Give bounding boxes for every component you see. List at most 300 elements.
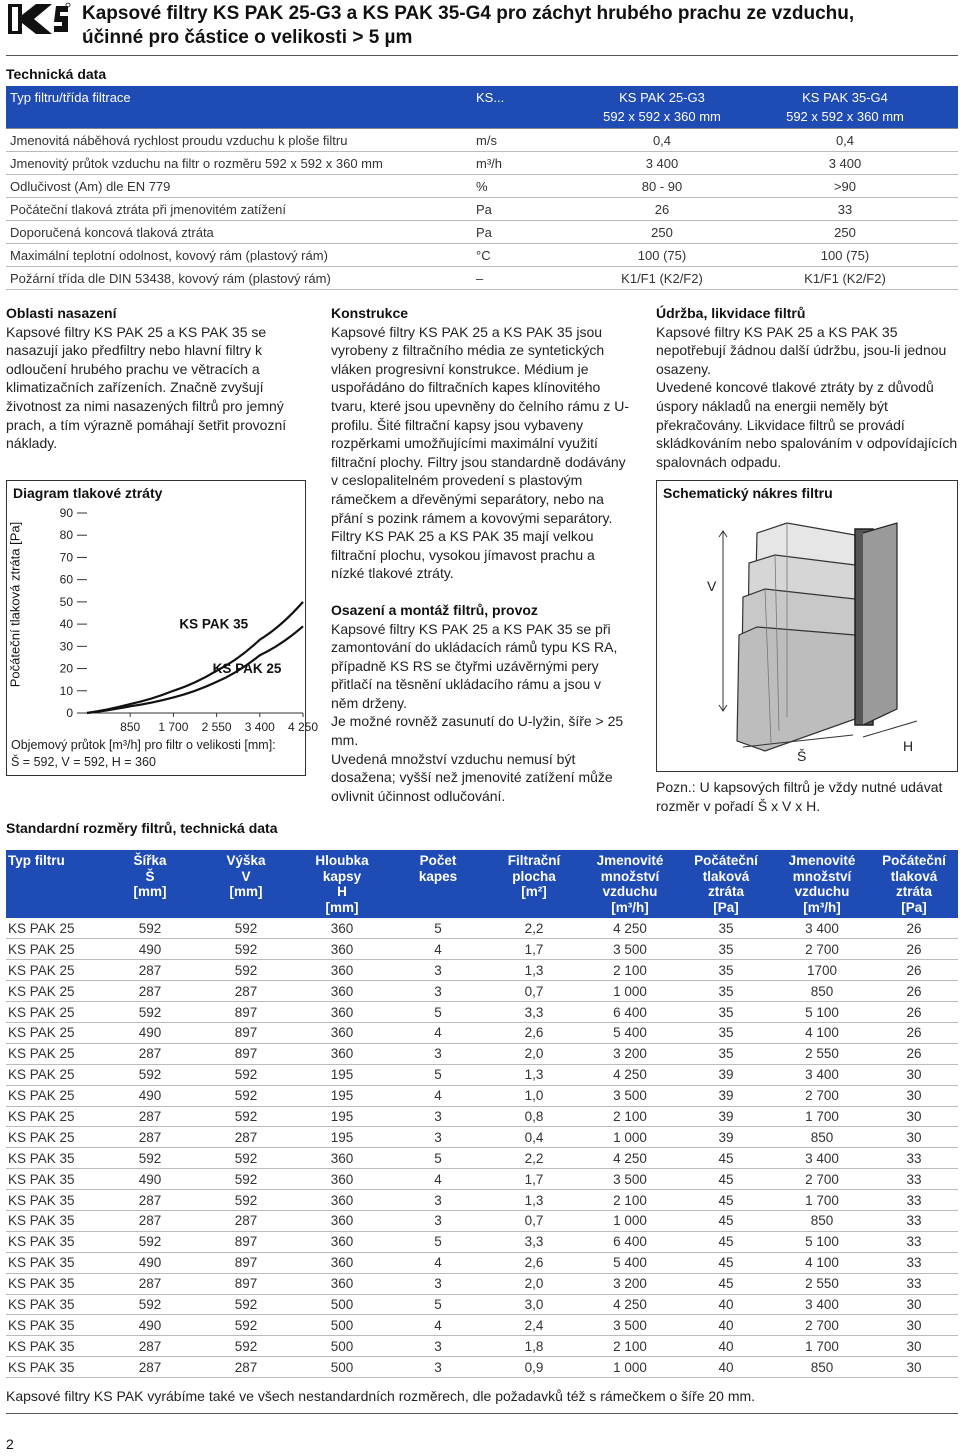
- osazeni-text-1: Kapsové filtry KS PAK 25 a KS PAK 35 se při zamontování do ukládacích rámů typu KS RA, případně KS RS se čtyřmi uzávěrnými pery přitlačí na těsnění ukládacího rámu a jsou v něm drženy.: [331, 620, 618, 711]
- table-cell: 592: [198, 1336, 294, 1357]
- table-cell: 4: [390, 1169, 486, 1190]
- table-cell: 30: [870, 1085, 958, 1106]
- table-cell: 592: [102, 1002, 198, 1023]
- std-table-label: Standardní rozměry filtrů, technická data: [6, 820, 278, 836]
- table-cell: 287: [102, 1127, 198, 1148]
- table-cell: 35: [678, 981, 774, 1002]
- table-cell: 30: [870, 1127, 958, 1148]
- std-header-cell: Šířka Š [mm]: [102, 850, 198, 918]
- tech-cell-param: Maximální teplotní odolnost, kovový rám (plastový rám): [6, 244, 472, 267]
- table-cell: 35: [678, 960, 774, 981]
- table-cell: 287: [102, 1336, 198, 1357]
- tech-data-label: Technická data: [6, 66, 107, 82]
- x-tick-label: 850: [120, 720, 141, 734]
- table-cell: 850: [774, 1127, 870, 1148]
- tech-cell-param: Jmenovitý průtok vzduchu na filtr o rozměru 592 x 592 x 360 mm: [6, 152, 472, 175]
- table-row: [6, 1231, 958, 1252]
- std-header-cell: Hloubka kapsy H [mm]: [294, 850, 390, 918]
- x-tick-label: 3 400: [244, 720, 275, 734]
- table-cell: 360: [294, 1190, 390, 1211]
- tech-cell-v2: 33: [732, 198, 958, 221]
- table-cell: 0,7: [486, 981, 582, 1002]
- table-cell: 360: [294, 939, 390, 960]
- page-header: [0, 0, 960, 56]
- tech-header-row: [6, 86, 958, 129]
- tech-cell-v1: 26: [592, 198, 732, 221]
- table-cell: 500: [294, 1315, 390, 1336]
- table-cell: 6 400: [582, 1002, 678, 1023]
- table-cell: 360: [294, 1231, 390, 1252]
- table-cell: 30: [870, 1336, 958, 1357]
- table-cell: 40: [678, 1294, 774, 1315]
- table-cell: 897: [198, 1273, 294, 1294]
- table-cell: 3: [390, 1273, 486, 1294]
- table-cell: 3 400: [774, 1148, 870, 1169]
- table-cell: 4 250: [582, 1064, 678, 1085]
- table-cell: 500: [294, 1294, 390, 1315]
- tech-cell-unit: %: [472, 175, 592, 198]
- table-cell: 592: [198, 1085, 294, 1106]
- table-cell: 287: [102, 1106, 198, 1127]
- tech-data-table: [6, 86, 958, 290]
- table-cell: 45: [678, 1169, 774, 1190]
- table-row: [6, 939, 958, 960]
- table-cell: 287: [102, 1210, 198, 1231]
- table-cell: 35: [678, 1002, 774, 1023]
- x-tick-label: 1 700: [158, 720, 189, 734]
- table-cell: 592: [198, 1190, 294, 1211]
- table-cell: 850: [774, 1210, 870, 1231]
- table-row: [6, 1190, 958, 1211]
- table-cell: 195: [294, 1106, 390, 1127]
- table-row: [6, 1085, 958, 1106]
- y-tick-label: 40: [59, 617, 73, 632]
- table-cell: 1,7: [486, 1169, 582, 1190]
- konstrukce-section: [331, 304, 631, 805]
- table-row: [6, 1210, 958, 1231]
- table-cell: 360: [294, 1148, 390, 1169]
- table-row: [6, 1002, 958, 1023]
- page-title: [82, 2, 854, 50]
- table-cell: 33: [870, 1252, 958, 1273]
- dimension-v-label: V: [707, 578, 717, 594]
- table-cell: 2,4: [486, 1315, 582, 1336]
- table-cell: 3: [390, 1336, 486, 1357]
- table-cell: 2 550: [774, 1273, 870, 1294]
- table-row: [6, 1169, 958, 1190]
- std-header-cell: Výška V [mm]: [198, 850, 294, 918]
- table-cell: 3 400: [774, 918, 870, 939]
- schematic-title: Schematický nákres filtru: [663, 485, 833, 501]
- table-cell: KS PAK 25: [6, 1106, 102, 1127]
- table-cell: KS PAK 35: [6, 1357, 102, 1378]
- table-cell: 39: [678, 1064, 774, 1085]
- y-tick-label: 50: [59, 594, 73, 609]
- table-cell: 490: [102, 1085, 198, 1106]
- y-tick-label: 60: [59, 572, 73, 587]
- chart-x-axis-dimensions: Š = 592, V = 592, H = 360: [11, 755, 156, 769]
- table-cell: 26: [870, 939, 958, 960]
- std-header-cell: Jmenovité množství vzduchu [m³/h]: [774, 850, 870, 918]
- table-cell: 3 200: [582, 1273, 678, 1294]
- tech-header-col1: KS PAK 25-G3 592 x 592 x 360 mm: [592, 86, 732, 129]
- table-cell: 287: [102, 1190, 198, 1211]
- table-cell: 45: [678, 1252, 774, 1273]
- udrzba-heading: Údržba, likvidace filtrů: [656, 305, 806, 321]
- oblasti-section: [6, 304, 306, 453]
- table-cell: 4: [390, 1085, 486, 1106]
- table-row: [6, 1127, 958, 1148]
- table-cell: 6 400: [582, 1231, 678, 1252]
- table-cell: KS PAK 25: [6, 1002, 102, 1023]
- table-cell: KS PAK 25: [6, 1043, 102, 1064]
- table-cell: 45: [678, 1148, 774, 1169]
- table-cell: 3: [390, 981, 486, 1002]
- tech-row: [6, 198, 958, 221]
- table-cell: 2,6: [486, 1252, 582, 1273]
- tech-row: [6, 152, 958, 175]
- table-cell: 5 100: [774, 1002, 870, 1023]
- osazeni-heading: Osazení a montáž filtrů, provoz: [331, 601, 538, 618]
- table-cell: KS PAK 25: [6, 981, 102, 1002]
- table-cell: 1,7: [486, 939, 582, 960]
- table-cell: 5: [390, 1294, 486, 1315]
- y-tick-label: 90: [59, 506, 73, 520]
- table-cell: 1 000: [582, 1127, 678, 1148]
- table-cell: 4: [390, 939, 486, 960]
- table-cell: 2 700: [774, 939, 870, 960]
- table-cell: KS PAK 35: [6, 1252, 102, 1273]
- tech-row: [6, 221, 958, 244]
- tech-header-col2: KS PAK 35-G4 592 x 592 x 360 mm: [732, 86, 958, 129]
- table-cell: 850: [774, 981, 870, 1002]
- table-cell: 3,0: [486, 1294, 582, 1315]
- table-cell: 40: [678, 1357, 774, 1378]
- table-cell: 33: [870, 1148, 958, 1169]
- std-header-cell: Počet kapes: [390, 850, 486, 918]
- table-cell: 33: [870, 1273, 958, 1294]
- table-cell: 2,0: [486, 1043, 582, 1064]
- table-cell: 195: [294, 1064, 390, 1085]
- table-row: [6, 918, 958, 939]
- tech-header-unit: KS...: [472, 86, 592, 129]
- table-cell: 490: [102, 1315, 198, 1336]
- std-header-cell: Filtrační plocha [m²]: [486, 850, 582, 918]
- table-cell: 40: [678, 1315, 774, 1336]
- std-header-cell: Počáteční tlaková ztráta [Pa]: [870, 850, 958, 918]
- std-table: [6, 850, 958, 1378]
- std-header-cell: Počáteční tlaková ztráta [Pa]: [678, 850, 774, 918]
- y-tick-label: 0: [66, 706, 73, 720]
- table-cell: 30: [870, 1357, 958, 1378]
- table-cell: 33: [870, 1190, 958, 1211]
- filter-schematic: [656, 480, 958, 772]
- table-cell: 1,3: [486, 1190, 582, 1211]
- table-cell: 360: [294, 1022, 390, 1043]
- table-cell: 26: [870, 918, 958, 939]
- footnote: Kapsové filtry KS PAK vyrábíme také ve všech nestandardních rozměrech, dle požadavků též s rámečkem o šíře 20 mm.: [6, 1388, 756, 1404]
- tech-row: [6, 129, 958, 152]
- chart-y-axis-label: Počáteční tlaková ztráta [Pa]: [7, 521, 23, 688]
- table-cell: 5: [390, 1148, 486, 1169]
- table-cell: 2,6: [486, 1022, 582, 1043]
- table-cell: 4 250: [582, 1148, 678, 1169]
- table-cell: KS PAK 25: [6, 1127, 102, 1148]
- table-cell: 1,3: [486, 1064, 582, 1085]
- table-cell: 195: [294, 1085, 390, 1106]
- udrzba-text-1: Kapsové filtry KS PAK 25 a KS PAK 35 nepotřebují žádnou další údržbu, jsou-li jednou osazeny.: [656, 323, 947, 377]
- chart-x-axis-note: [11, 737, 276, 771]
- table-cell: 3 200: [582, 1043, 678, 1064]
- table-cell: 490: [102, 1022, 198, 1043]
- table-cell: 40: [678, 1336, 774, 1357]
- table-cell: 26: [870, 981, 958, 1002]
- tech-cell-v2: 250: [732, 221, 958, 244]
- table-row: [6, 981, 958, 1002]
- table-cell: 1 700: [774, 1336, 870, 1357]
- table-cell: 287: [102, 1043, 198, 1064]
- table-cell: 2,2: [486, 1148, 582, 1169]
- table-cell: 33: [870, 1210, 958, 1231]
- table-cell: 287: [198, 1357, 294, 1378]
- table-cell: 1 000: [582, 1357, 678, 1378]
- table-cell: 3: [390, 1127, 486, 1148]
- table-cell: 592: [198, 939, 294, 960]
- tech-cell-unit: m/s: [472, 129, 592, 152]
- tech-row: [6, 267, 958, 290]
- table-cell: 850: [774, 1357, 870, 1378]
- table-cell: 5 400: [582, 1022, 678, 1043]
- tech-cell-unit: m³/h: [472, 152, 592, 175]
- table-cell: 5: [390, 1002, 486, 1023]
- table-cell: 4: [390, 1022, 486, 1043]
- table-cell: 490: [102, 939, 198, 960]
- table-row: [6, 1022, 958, 1043]
- table-cell: KS PAK 25: [6, 918, 102, 939]
- tech-cell-v2: 0,4: [732, 129, 958, 152]
- table-cell: 3: [390, 1043, 486, 1064]
- table-cell: 2 100: [582, 1106, 678, 1127]
- table-cell: 30: [870, 1294, 958, 1315]
- table-cell: 897: [198, 1231, 294, 1252]
- table-cell: 4 250: [582, 1294, 678, 1315]
- table-cell: 4 250: [582, 918, 678, 939]
- page-number: 2: [6, 1436, 14, 1452]
- table-cell: 592: [198, 1148, 294, 1169]
- table-row: [6, 1294, 958, 1315]
- table-cell: KS PAK 35: [6, 1273, 102, 1294]
- konstrukce-heading: Konstrukce: [331, 305, 409, 321]
- table-cell: 39: [678, 1127, 774, 1148]
- tech-cell-v1: 3 400: [592, 152, 732, 175]
- table-cell: 3 500: [582, 1085, 678, 1106]
- header-divider: [6, 55, 958, 56]
- y-tick-label: 80: [59, 528, 73, 543]
- table-cell: 897: [198, 1022, 294, 1043]
- table-cell: 2 100: [582, 960, 678, 981]
- y-tick-label: 70: [59, 550, 73, 565]
- table-cell: 45: [678, 1210, 774, 1231]
- table-cell: KS PAK 35: [6, 1231, 102, 1252]
- std-header-cell: Typ filtru: [6, 850, 102, 918]
- table-cell: 360: [294, 1002, 390, 1023]
- table-cell: 592: [102, 918, 198, 939]
- table-cell: 26: [870, 960, 958, 981]
- series-label-2: KS PAK 25: [212, 661, 282, 676]
- table-cell: 26: [870, 1043, 958, 1064]
- table-cell: 592: [198, 1064, 294, 1085]
- table-cell: 360: [294, 918, 390, 939]
- table-cell: 490: [102, 1169, 198, 1190]
- title-line-1: Kapsové filtry KS PAK 25-G3 a KS PAK 35-G4 pro záchyt hrubého prachu ze vzduchu,: [82, 3, 855, 24]
- table-cell: 3 400: [774, 1064, 870, 1085]
- tech-header-param: Typ filtru/třída filtrace: [6, 86, 472, 129]
- table-cell: KS PAK 35: [6, 1336, 102, 1357]
- table-cell: 5 100: [774, 1231, 870, 1252]
- tech-cell-param: Odlučivost (Am) dle EN 779: [6, 175, 472, 198]
- y-tick-label: 20: [59, 661, 73, 676]
- table-cell: KS PAK 25: [6, 1085, 102, 1106]
- table-cell: 360: [294, 960, 390, 981]
- table-cell: 39: [678, 1085, 774, 1106]
- table-cell: 592: [102, 1064, 198, 1085]
- y-tick-label: 10: [59, 683, 73, 698]
- udrzba-text-2: Uvedené koncové tlakové ztráty by z důvodů úspory nákladů na energii neměly být překračovány. Likvidace filtrů se provádí skládkováním nebo spalováním v odpovídajících spalovnách odpadu.: [656, 379, 958, 470]
- tech-cell-v1: 80 - 90: [592, 175, 732, 198]
- table-cell: 592: [198, 1169, 294, 1190]
- table-cell: 3: [390, 1106, 486, 1127]
- table-row: [6, 1273, 958, 1294]
- table-cell: 1,3: [486, 960, 582, 981]
- table-cell: 35: [678, 1022, 774, 1043]
- osazeni-text-3: Uvedená množství vzduchu nemusí být dosažena; vyšší než jmenovité zatížení může ovlivnit účinnost odlučování.: [331, 750, 613, 804]
- table-cell: 3 500: [582, 1315, 678, 1336]
- table-cell: 500: [294, 1336, 390, 1357]
- x-tick-label: 2 550: [201, 720, 232, 734]
- table-cell: 500: [294, 1357, 390, 1378]
- ks-logo-icon: [6, 2, 70, 36]
- table-cell: 35: [678, 939, 774, 960]
- table-cell: 287: [102, 1273, 198, 1294]
- tech-row: [6, 175, 958, 198]
- table-cell: 3: [390, 1357, 486, 1378]
- table-cell: 4: [390, 1252, 486, 1273]
- tech-cell-v2: >90: [732, 175, 958, 198]
- table-cell: KS PAK 25: [6, 1064, 102, 1085]
- table-cell: 195: [294, 1127, 390, 1148]
- tech-cell-v1: 0,4: [592, 129, 732, 152]
- table-row: [6, 1148, 958, 1169]
- table-cell: 287: [102, 981, 198, 1002]
- table-cell: 287: [102, 960, 198, 981]
- x-tick-label: 4 250: [287, 720, 319, 734]
- tech-cell-v2: 3 400: [732, 152, 958, 175]
- table-cell: 35: [678, 918, 774, 939]
- chart-title: Diagram tlakové ztráty: [13, 485, 163, 501]
- tech-cell-param: Doporučená koncová tlaková ztráta: [6, 221, 472, 244]
- dimension-h-label: H: [903, 738, 914, 754]
- tech-cell-unit: –: [472, 267, 592, 290]
- std-header-cell: Jmenovité množství vzduchu [m³/h]: [582, 850, 678, 918]
- osazeni-text-2: Je možné rovněž zasunutí do U-lyžin, šíře > 25 mm.: [331, 713, 624, 749]
- udrzba-section: [656, 304, 958, 471]
- table-row: [6, 1336, 958, 1357]
- table-cell: 3,3: [486, 1231, 582, 1252]
- table-cell: 33: [870, 1169, 958, 1190]
- table-cell: 360: [294, 1252, 390, 1273]
- table-cell: 0,8: [486, 1106, 582, 1127]
- table-cell: 360: [294, 1210, 390, 1231]
- table-cell: 360: [294, 1043, 390, 1064]
- table-cell: 2 100: [582, 1336, 678, 1357]
- table-row: [6, 1106, 958, 1127]
- tech-cell-v2: K1/F1 (K2/F2): [732, 267, 958, 290]
- table-cell: 592: [198, 1294, 294, 1315]
- table-cell: 33: [870, 1231, 958, 1252]
- table-cell: 1 000: [582, 981, 678, 1002]
- table-cell: 592: [102, 1231, 198, 1252]
- table-cell: 26: [870, 1002, 958, 1023]
- table-cell: 0,4: [486, 1127, 582, 1148]
- pocket-filter-drawing: [657, 505, 957, 771]
- table-cell: 4: [390, 1315, 486, 1336]
- table-cell: 45: [678, 1231, 774, 1252]
- table-cell: 30: [870, 1106, 958, 1127]
- table-row: [6, 1315, 958, 1336]
- table-cell: 5 400: [582, 1252, 678, 1273]
- tech-cell-param: Jmenovitá náběhová rychlost proudu vzduchu k ploše filtru: [6, 129, 472, 152]
- table-cell: KS PAK 35: [6, 1169, 102, 1190]
- table-cell: 592: [102, 1148, 198, 1169]
- table-cell: 1700: [774, 960, 870, 981]
- table-cell: 35: [678, 1043, 774, 1064]
- table-row: [6, 1064, 958, 1085]
- table-cell: 26: [870, 1022, 958, 1043]
- table-cell: 1,8: [486, 1336, 582, 1357]
- table-cell: 2 700: [774, 1315, 870, 1336]
- table-cell: 592: [198, 960, 294, 981]
- tech-cell-unit: Pa: [472, 221, 592, 244]
- table-cell: 287: [102, 1357, 198, 1378]
- table-cell: 3 400: [774, 1294, 870, 1315]
- table-cell: KS PAK 35: [6, 1315, 102, 1336]
- table-cell: 5: [390, 918, 486, 939]
- table-cell: KS PAK 25: [6, 960, 102, 981]
- table-cell: 3,3: [486, 1002, 582, 1023]
- y-tick-label: 30: [59, 639, 73, 654]
- table-cell: KS PAK 25: [6, 1022, 102, 1043]
- tech-cell-v1: 100 (75): [592, 244, 732, 267]
- table-cell: 490: [102, 1252, 198, 1273]
- table-cell: 45: [678, 1273, 774, 1294]
- table-cell: 5: [390, 1064, 486, 1085]
- table-cell: 1,0: [486, 1085, 582, 1106]
- table-cell: 30: [870, 1315, 958, 1336]
- oblasti-text: Kapsové filtry KS PAK 25 a KS PAK 35 se nasazují jako předfiltry nebo hlavní filtry k odloučení hrubého prachu ve větracích a klimatizačních zařízeních. Značně zvyšují životnost za nimi nasazených filtrů pro jemný prach, a tím výrazně pomáhají šetřit provozní náklady.: [6, 323, 287, 452]
- table-cell: 3 500: [582, 939, 678, 960]
- table-cell: 287: [198, 1127, 294, 1148]
- table-cell: 0,9: [486, 1357, 582, 1378]
- table-cell: 4 100: [774, 1022, 870, 1043]
- series-label-1: KS PAK 35: [179, 616, 249, 632]
- table-cell: 3: [390, 960, 486, 981]
- table-cell: 360: [294, 1273, 390, 1294]
- table-cell: 1 700: [774, 1190, 870, 1211]
- table-row: [6, 1252, 958, 1273]
- tech-row: [6, 244, 958, 267]
- tech-cell-param: Požární třída dle DIN 53438, kovový rám (plastový rám): [6, 267, 472, 290]
- table-cell: 4 100: [774, 1252, 870, 1273]
